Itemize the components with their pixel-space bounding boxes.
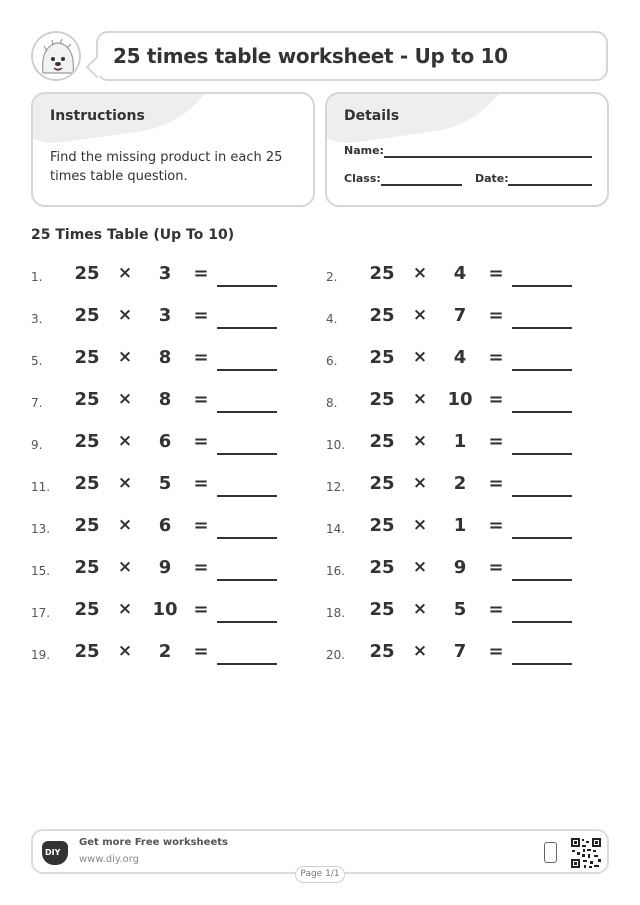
times-sign: × (117, 641, 133, 661)
multiplier: 3 (158, 263, 172, 284)
question-item (31, 429, 301, 459)
answer-blank[interactable] (512, 453, 572, 455)
times-sign: × (117, 389, 133, 409)
multiplicand: 25 (369, 347, 395, 368)
multiplier: 4 (453, 347, 467, 368)
equals-sign: = (488, 305, 504, 326)
logo-text: DIY (45, 848, 61, 857)
answer-blank[interactable] (512, 621, 572, 623)
details-panel (325, 92, 609, 207)
question-item (31, 261, 301, 291)
equals-sign: = (193, 641, 209, 662)
answer-blank[interactable] (217, 495, 277, 497)
date-field[interactable] (508, 184, 592, 186)
details-title: Details (344, 108, 400, 124)
title-box (96, 31, 608, 81)
question-number: 11. (31, 480, 51, 494)
question-number: 5. (31, 354, 43, 368)
multiplier: 10 (447, 389, 473, 410)
equals-sign: = (193, 599, 209, 620)
times-sign: × (412, 641, 428, 661)
multiplier: 5 (158, 473, 172, 494)
equals-sign: = (488, 641, 504, 662)
class-field[interactable] (381, 184, 462, 186)
question-number: 20. (326, 648, 346, 662)
equals-sign: = (488, 389, 504, 410)
name-field[interactable] (384, 156, 592, 158)
equals-sign: = (488, 515, 504, 536)
equals-sign: = (193, 515, 209, 536)
multiplier: 1 (453, 431, 467, 452)
multiplier: 5 (453, 599, 467, 620)
multiplicand: 25 (74, 347, 100, 368)
times-sign: × (117, 305, 133, 325)
equals-sign: = (193, 347, 209, 368)
times-sign: × (412, 557, 428, 577)
question-number: 9. (31, 438, 43, 452)
mascot-icon (31, 31, 81, 81)
equals-sign: = (193, 305, 209, 326)
equals-sign: = (193, 263, 209, 284)
answer-blank[interactable] (512, 495, 572, 497)
page-title: 25 times table worksheet - Up to 10 (113, 44, 508, 68)
times-sign: × (412, 389, 428, 409)
equals-sign: = (488, 557, 504, 578)
multiplicand: 25 (74, 389, 100, 410)
equals-sign: = (193, 431, 209, 452)
equals-sign: = (193, 557, 209, 578)
multiplicand: 25 (74, 515, 100, 536)
times-sign: × (117, 431, 133, 451)
footer-promo-text: Get more Free worksheets (79, 837, 228, 848)
times-sign: × (117, 263, 133, 283)
phone-icon (544, 842, 557, 863)
answer-blank[interactable] (217, 453, 277, 455)
question-number: 15. (31, 564, 51, 578)
equals-sign: = (488, 347, 504, 368)
question-number: 2. (326, 270, 338, 284)
footer-url-link[interactable]: www.diy.org (79, 854, 139, 865)
answer-blank[interactable] (217, 621, 277, 623)
multiplicand: 25 (369, 641, 395, 662)
question-item (31, 387, 301, 417)
multiplicand: 25 (369, 263, 395, 284)
diy-logo-icon[interactable] (42, 841, 68, 865)
multiplicand: 25 (74, 473, 100, 494)
answer-blank[interactable] (217, 537, 277, 539)
multiplicand: 25 (74, 641, 100, 662)
question-item (326, 555, 596, 585)
answer-blank[interactable] (512, 579, 572, 581)
question-item (31, 345, 301, 375)
question-item (326, 345, 596, 375)
answer-blank[interactable] (217, 327, 277, 329)
question-item (31, 513, 301, 543)
times-sign: × (412, 305, 428, 325)
multiplicand: 25 (369, 431, 395, 452)
multiplicand: 25 (369, 389, 395, 410)
times-sign: × (117, 557, 133, 577)
question-item (326, 513, 596, 543)
question-number: 18. (326, 606, 346, 620)
question-number: 12. (326, 480, 346, 494)
times-sign: × (412, 473, 428, 493)
equals-sign: = (193, 389, 209, 410)
name-label: Name: (344, 144, 384, 157)
times-sign: × (412, 431, 428, 451)
multiplier: 8 (158, 347, 172, 368)
question-item (326, 261, 596, 291)
multiplier: 6 (158, 431, 172, 452)
class-label: Class: (344, 172, 381, 185)
multiplier: 9 (158, 557, 172, 578)
question-number: 17. (31, 606, 51, 620)
question-number: 19. (31, 648, 51, 662)
section-title: 25 Times Table (Up To 10) (31, 227, 235, 243)
multiplicand: 25 (74, 599, 100, 620)
times-sign: × (412, 347, 428, 367)
multiplier: 2 (158, 641, 172, 662)
multiplier: 7 (453, 641, 467, 662)
multiplicand: 25 (369, 557, 395, 578)
answer-blank[interactable] (217, 579, 277, 581)
question-number: 6. (326, 354, 338, 368)
multiplier: 6 (158, 515, 172, 536)
question-item (31, 597, 301, 627)
equals-sign: = (193, 473, 209, 494)
answer-blank[interactable] (512, 537, 572, 539)
multiplier: 9 (453, 557, 467, 578)
answer-blank[interactable] (217, 285, 277, 287)
multiplicand: 25 (74, 263, 100, 284)
page-number-badge: Page 1/1 (295, 866, 345, 883)
times-sign: × (117, 473, 133, 493)
multiplicand: 25 (74, 557, 100, 578)
multiplier: 8 (158, 389, 172, 410)
question-number: 14. (326, 522, 346, 536)
question-number: 3. (31, 312, 43, 326)
multiplier: 1 (453, 515, 467, 536)
question-item (326, 387, 596, 417)
answer-blank[interactable] (217, 369, 277, 371)
multiplier: 3 (158, 305, 172, 326)
multiplicand: 25 (369, 515, 395, 536)
date-label: Date: (475, 172, 509, 185)
multiplier: 2 (453, 473, 467, 494)
multiplicand: 25 (369, 305, 395, 326)
equals-sign: = (488, 431, 504, 452)
question-item (326, 597, 596, 627)
answer-blank[interactable] (512, 327, 572, 329)
qr-code-icon (570, 837, 602, 869)
instructions-title: Instructions (50, 108, 145, 124)
instructions-panel (31, 92, 315, 207)
answer-blank[interactable] (512, 411, 572, 413)
question-number: 16. (326, 564, 346, 578)
question-item (31, 471, 301, 501)
question-item (326, 471, 596, 501)
question-number: 13. (31, 522, 51, 536)
question-number: 7. (31, 396, 43, 410)
multiplier: 10 (152, 599, 178, 620)
multiplicand: 25 (369, 599, 395, 620)
equals-sign: = (488, 599, 504, 620)
multiplicand: 25 (369, 473, 395, 494)
equals-sign: = (488, 263, 504, 284)
answer-blank[interactable] (512, 663, 572, 665)
question-item (326, 429, 596, 459)
answer-blank[interactable] (512, 369, 572, 371)
multiplier: 4 (453, 263, 467, 284)
question-item (31, 555, 301, 585)
times-sign: × (412, 599, 428, 619)
times-sign: × (117, 347, 133, 367)
answer-blank[interactable] (217, 411, 277, 413)
question-item (326, 639, 596, 669)
answer-blank[interactable] (512, 285, 572, 287)
question-number: 8. (326, 396, 338, 410)
question-number: 4. (326, 312, 338, 326)
question-number: 1. (31, 270, 43, 284)
times-sign: × (412, 263, 428, 283)
equals-sign: = (488, 473, 504, 494)
question-item (326, 303, 596, 333)
multiplicand: 25 (74, 305, 100, 326)
question-item (31, 639, 301, 669)
instructions-text: Find the missing product in each 25 times table question. (50, 150, 283, 184)
question-item (31, 303, 301, 333)
multiplier: 7 (453, 305, 467, 326)
times-sign: × (117, 599, 133, 619)
times-sign: × (412, 515, 428, 535)
multiplicand: 25 (74, 431, 100, 452)
question-number: 10. (326, 438, 346, 452)
answer-blank[interactable] (217, 663, 277, 665)
times-sign: × (117, 515, 133, 535)
